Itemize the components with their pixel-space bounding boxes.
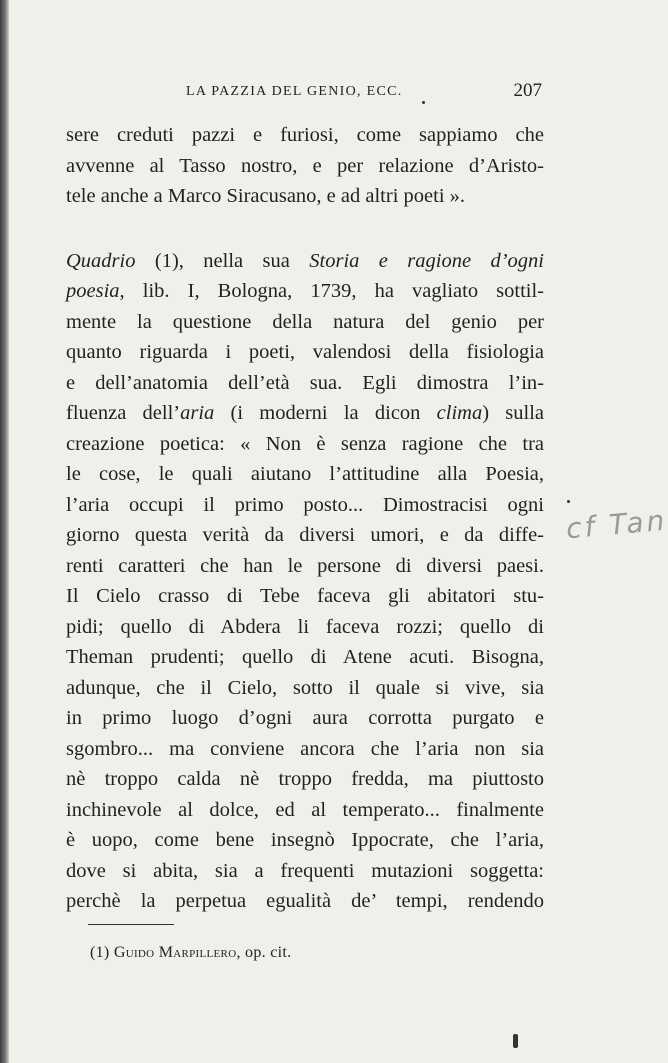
text-line: Il Cielo crasso di Tebe faceva gli abitatori stu-	[66, 585, 544, 607]
page-number: 207	[513, 80, 542, 101]
text-line: nè troppo calda nè troppo fredda, ma piuttosto	[66, 768, 544, 790]
text-line: perchè la perpetua egualità de’ tempi, rendendo	[66, 890, 544, 912]
footnote-author: Guido Marpillero	[113, 944, 237, 961]
ink-speck	[422, 101, 425, 104]
author-name: Quadrio	[66, 249, 136, 272]
page-header	[186, 80, 542, 102]
text-span: (1), nella sua	[135, 249, 310, 272]
footnote	[90, 944, 291, 962]
text-line: sgombro... ma conviene ancora che l’aria non sia	[66, 737, 544, 760]
term-aria: aria	[180, 402, 215, 424]
text-line	[66, 276, 544, 307]
text-span: ) sulla	[482, 402, 544, 424]
text-span: fluenza dell’	[66, 402, 181, 424]
text-line: renti caratteri che han le persone di diversi paesi.	[66, 554, 544, 577]
paragraph-gap	[66, 212, 544, 246]
text-line: inchinevole al dolce, ed al temperato... finalmente	[66, 798, 544, 821]
text-line: è uopo, come bene insegnò Ippocrate, che l’aria,	[66, 829, 544, 851]
text-line: sere creduti pazzi e furiosi, come sappiamo che	[66, 124, 544, 146]
text-line: avvenne al Tasso nostro, e per relazione d’Aristo-	[66, 154, 544, 177]
text-line: tele anche a Marco Siracusano, e ad altri poeti ».	[66, 185, 466, 207]
text-line: dove si abita, sia a frequenti mutazioni soggetta:	[66, 859, 544, 882]
paragraph-2	[66, 246, 544, 917]
text-line: mente la questione della natura del genio per	[66, 310, 544, 333]
ink-speck	[513, 1034, 518, 1048]
footnote-rule	[88, 924, 174, 925]
text-line: giorno questa verità da diversi umori, e da diffe-	[66, 524, 544, 546]
text-span: , lib. I, Bologna, 1739, ha vagliato sottil-	[119, 280, 544, 302]
handwritten-margin-note: cf Tan	[564, 503, 668, 546]
text-line: creazione poetica: « Non è senza ragione che tra	[66, 432, 544, 455]
work-title-end: poesia	[66, 280, 120, 302]
text-line	[66, 398, 544, 429]
paragraph-1	[66, 120, 544, 212]
work-title: Storia e ragione d’ogni	[309, 249, 544, 272]
text-line: in primo luogo d’ogni aura corrotta purgato e	[66, 707, 544, 729]
running-title: LA PAZZIA DEL GENIO, ECC.	[186, 84, 403, 99]
text-line: pidi; quello di Abdera li faceva rozzi; quello di	[66, 615, 544, 638]
text-span: (i moderni la dicon	[214, 402, 437, 424]
term-clima: clima	[436, 402, 483, 424]
text-line: adunque, che il Cielo, sotto il quale si vive, sia	[66, 676, 544, 699]
ink-speck	[567, 500, 570, 503]
page-binding-edge	[0, 0, 9, 1063]
text-line: e dell’anatomia dell’età sua. Egli dimostra l’in-	[66, 371, 544, 394]
body-text	[66, 120, 544, 917]
text-line: le cose, le quali aiutano l’attitudine alla Poesia,	[66, 463, 544, 485]
text-line: Theman prudenti; quello di Atene acuti. Bisogna,	[66, 646, 544, 668]
text-line	[66, 246, 544, 277]
text-line: quanto riguarda i poeti, valendosi della fisiologia	[66, 341, 544, 363]
footnote-marker: (1)	[90, 944, 114, 961]
text-line: l’aria occupi il primo posto... Dimostracisi ogni	[66, 493, 544, 516]
footnote-reference: , op. cit.	[236, 944, 292, 961]
